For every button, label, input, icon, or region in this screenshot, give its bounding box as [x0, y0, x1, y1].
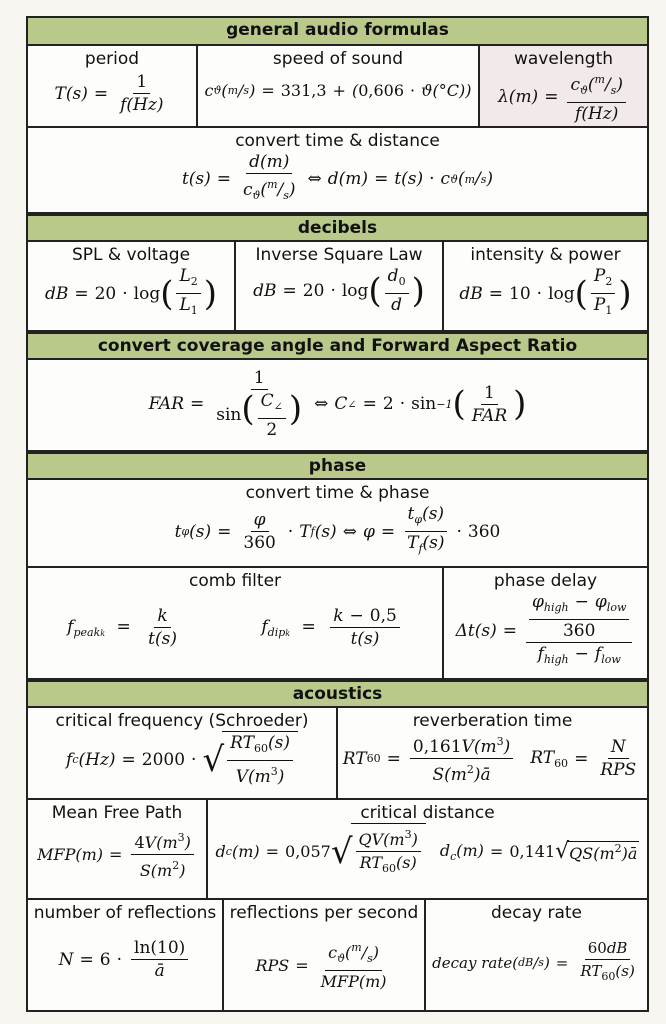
cell-reflections-per-second — [224, 900, 426, 1010]
formula-comb-peak: $f_{peakk}$ = $\frac{k}{t(s)}$ — [67, 606, 177, 649]
cell-inverse-square — [236, 242, 444, 332]
cell-number-of-reflections — [28, 900, 224, 1010]
section-decibels: decibels — [28, 214, 647, 242]
cell-mean-free-path — [28, 800, 208, 900]
cell-decay-rate — [426, 900, 647, 1010]
cell-phase-delay — [444, 568, 647, 680]
cell-comb-filter — [28, 568, 444, 680]
section-phase: phase — [28, 452, 647, 480]
cell-intensity-title: intensity & power — [470, 245, 621, 265]
cell-nreflect-title: number of reflections — [33, 903, 217, 923]
cell-comb-title: comb filter — [188, 571, 282, 591]
formula-time-phase: t φ (s) = $\frac{\varphi}{360}$ · T f (s) ⇔ φ = $\frac{t_\varphi(s)}{T_f(s)}$ · 360 — [174, 504, 501, 555]
cell-critical-distance-title: critical distance — [360, 803, 495, 823]
formula-mfp: MFP(m) = $\frac{4V(m^3)}{S(m^2)}$ — [28, 827, 206, 882]
formula-speed-of-sound: c ϑ ( m / s ) = 331,3 + ( 0,606 · ϑ(°C)) — [204, 81, 472, 100]
cell-wavelength — [480, 46, 647, 128]
section-acoustics: acoustics — [28, 680, 647, 708]
cell-speed-of-sound — [198, 46, 480, 128]
formula-reverb: RT 60 = $\frac{0,161V(m^3)}{S(m^2)ā}$ $RT_{60}$ = $\frac{N}{\text{RPS}}$ — [338, 731, 647, 786]
cell-period-title: period — [84, 49, 140, 69]
formula-inverse-square: dB = 20 · log ( $\frac{d_0}{d}$ ) — [253, 266, 425, 315]
cell-inverse-title: Inverse Square Law — [255, 245, 423, 265]
formula-comb — [28, 605, 442, 650]
formula-time-distance: t(s) = $\frac{d(m)}{c_ϑ(^m/_s)}$ ⇔ d(m) = t(s) · c ϑ ( m / s ) — [181, 152, 494, 202]
formula-decay: decay rate( dB / s ) = $\frac{60dB}{RT_{60}(s)}$ — [432, 939, 635, 983]
cell-intensity-power — [444, 242, 647, 332]
formula-intensity: dB = 10 · log ( $\frac{P_2}{P_1}$ ) — [459, 266, 632, 317]
cell-critical-distance — [208, 800, 647, 900]
cell-phase-delay-title: phase delay — [493, 571, 598, 591]
cell-reverberation-time — [338, 708, 647, 800]
formula-critical-distance: d c (m) = 0,057 √ $\frac{QV(m^3)}{RT_{60}(s)}$ $d_c(m)$ = 0,141 √ $QS(m^2)ā$ — [208, 823, 647, 880]
formula-far: FAR = 1 sin( $\frac{C_\angle}{2}$ ) ⇔ C ∠ = 2 · sin −1 ( $\frac{1}{\text{FAR}}$ ) — [148, 368, 527, 440]
cell-rps-title: reflections per second — [229, 903, 419, 923]
cell-critical-frequency-title: critical frequency (Schroeder) — [55, 711, 309, 731]
cell-spl-voltage — [28, 242, 236, 332]
cell-wavelength-title: wavelength — [513, 49, 614, 69]
formula-sheet — [26, 16, 649, 1012]
formula-wavelength: λ(m) = $\frac{c_ϑ(^m/_s)}{f(Hz)}$ — [480, 69, 647, 125]
cell-critical-frequency — [28, 708, 338, 800]
cell-convert-time-distance — [28, 128, 647, 214]
cell-decay-title: decay rate — [490, 903, 582, 923]
cell-speed-title: speed of sound — [272, 49, 404, 69]
cell-period — [28, 46, 198, 128]
cell-far — [28, 360, 647, 452]
cell-spl-title: SPL & voltage — [71, 245, 191, 265]
formula-comb-dip: $f_{dipk}$ = $\frac{k - 0,5}{t(s)}$ — [261, 605, 402, 650]
section-coverage: convert coverage angle and Forward Aspect Ratio — [28, 332, 647, 360]
formula-rps: RPS = $\frac{c_ϑ(^m/_s)}{\text{MFP(m)}}$ — [224, 937, 424, 993]
formula-period: T(s) = $\frac{1}{f(Hz)}$ — [54, 72, 164, 115]
cell-mfp-title: Mean Free Path — [51, 803, 183, 823]
cell-time-phase-title: convert time & phase — [245, 483, 430, 503]
formula-spl: dB = 20 · log ( $\frac{L_2}{L_1}$ ) — [44, 266, 218, 317]
formula-phase-delay: Δt(s) = $\frac{\frac{\varphi_{high} - \varphi_{low}}{360}}{f_{high} - f_{low}}$ — [444, 591, 647, 671]
section-general: general audio formulas — [28, 18, 647, 46]
cell-time-distance-title: convert time & distance — [235, 131, 440, 151]
cell-time-phase — [28, 480, 647, 568]
formula-schroeder: f c (Hz) = 2000 · √ $\frac{RT_{60}(s)}{V(m^3)}$ — [28, 731, 336, 788]
cell-reverb-title: reverberation time — [412, 711, 573, 731]
formula-nreflect: N = 6 · $\frac{\ln(10)}{ā}$ — [28, 937, 222, 982]
